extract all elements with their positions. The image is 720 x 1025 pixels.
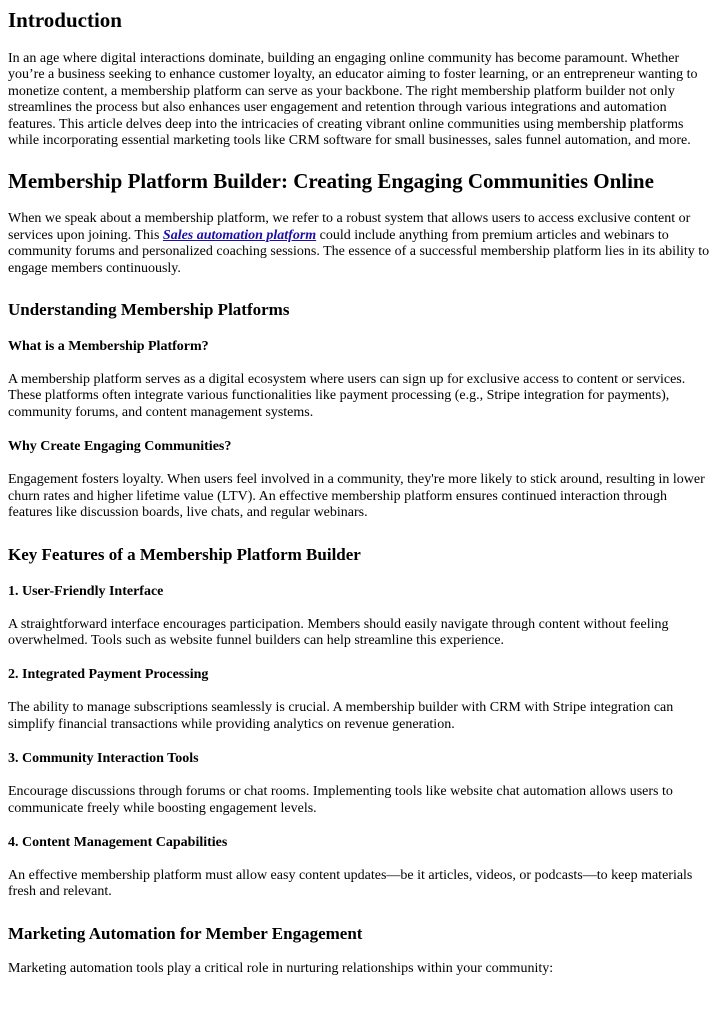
key-features-heading: Key Features of a Membership Platform Builder: [8, 544, 361, 564]
feature-heading-payment: 2. Integrated Payment Processing: [8, 667, 209, 683]
feature-paragraph-content: An effective membership platform must allow easy content updates—be it articles, videos, or podcasts—to keep materials fresh and relevant.: [8, 867, 693, 900]
why-create-paragraph: Engagement fosters loyalty. When users feel involved in a community, they're more likely to stick around, resulting in lower churn rates and higher lifetime value (LTV). An effective membership platform ensures continued interaction through features like discussion boards, live chats, and regular webinars.: [8, 472, 705, 521]
feature-paragraph-community: Encourage discussions through forums or chat rooms. Implementing tools like website chat automation allows users to communicate freely while boosting engagement levels.: [8, 784, 673, 816]
article-page: [0, 7, 720, 977]
why-create-heading: Why Create Engaging Communities?: [8, 439, 232, 455]
membership-builder-heading: Membership Platform Builder: Creating Engaging Communities Online: [8, 169, 654, 194]
feature-paragraph-user-friendly: A straightforward interface encourages participation. Members should easily navigate through content without feeling overwhelmed. Tools such as website funnel builders can help streamline this experience.: [8, 616, 669, 648]
marketing-automation-paragraph: Marketing automation tools play a critical role in nurturing relationships within your community:: [8, 960, 554, 976]
understanding-heading: Understanding Membership Platforms: [8, 300, 290, 320]
membership-builder-text-after-link: could include anything from premium articles and webinars to community forums and personalized coaching sessions. The essence of a successful membership platform lies in its ability to engage members continuously.: [8, 227, 710, 276]
intro-heading: Introduction: [8, 8, 122, 32]
intro-paragraph: In an age where digital interactions dominate, building an engaging online community has become paramount. Whether you’re a business seeking to enhance customer loyalty, an educator aiming to foster learning, or an entrepreneur wanting to monetize content, a membership platform can serve as your backbone. The right membership platform builder not only streamlines the process but also enhances user engagement and retention through various integrations and automation features. This article delves deep into the intricacies of creating vibrant online communities using membership platforms while incorporating essential marketing tools like CRM software for small businesses, sales funnel automation, and more.: [8, 51, 698, 149]
feature-heading-user-friendly: 1. User-Friendly Interface: [8, 583, 164, 599]
membership-builder-text-before-link: When we speak about a membership platform, we refer to a robust system that allows users to access exclusive content or services upon joining. This: [8, 211, 691, 243]
sales-automation-platform-link[interactable]: Sales automation platform: [162, 227, 317, 243]
marketing-automation-heading: Marketing Automation for Member Engagement: [8, 923, 363, 943]
feature-heading-content: 4. Content Management Capabilities: [8, 834, 228, 850]
membership-builder-paragraph: [8, 211, 712, 277]
feature-heading-community: 3. Community Interaction Tools: [8, 751, 199, 767]
feature-paragraph-payment: The ability to manage subscriptions seamlessly is crucial. A membership builder with CRM with Stripe integration can simplify financial transactions while providing analytics on revenue generation.: [8, 700, 674, 732]
what-is-paragraph: A membership platform serves as a digital ecosystem where users can sign up for exclusive access to content or services. These platforms often integrate various functionalities like payment processing (e.g., Stripe integration for payments), community forums, and content management systems.: [8, 372, 686, 420]
what-is-heading: What is a Membership Platform?: [8, 339, 209, 355]
